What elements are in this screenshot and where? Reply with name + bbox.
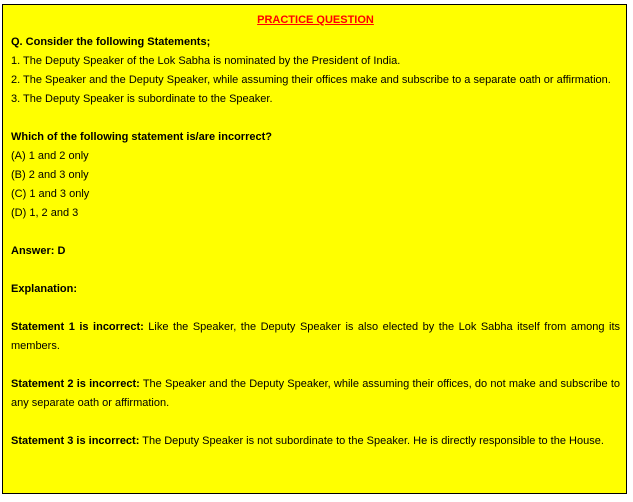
spacer (11, 261, 620, 280)
spacer (11, 223, 620, 242)
explanation-heading: Explanation: (11, 283, 78, 295)
explanation-item-2 (11, 375, 620, 413)
statement-1: 1. The Deputy Speaker of the Lok Sabha is nominated by the President of India. (11, 55, 401, 67)
spacer (11, 299, 620, 318)
explanation-label-3: Statement 3 is incorrect: (11, 435, 140, 447)
answer: Answer: D (11, 245, 66, 257)
option-d: (D) 1, 2 and 3 (11, 207, 79, 219)
spacer (11, 356, 620, 375)
explanation-text-1: Like the Speaker, the Deputy Speaker is also elected by the Lok Sabha itself from among its members. (11, 321, 620, 352)
practice-question-box (2, 4, 627, 494)
page-title: PRACTICE QUESTION (257, 14, 374, 26)
option-c: (C) 1 and 3 only (11, 188, 90, 200)
question-heading: Q. Consider the following Statements; (11, 36, 211, 48)
explanation-text-3: The Deputy Speaker is not subordinate to the Speaker. He is directly responsible to the House. (139, 435, 604, 447)
explanation-text-2: The Speaker and the Deputy Speaker, while assuming their offices, do not make and subscribe to any separate oath or affirmation. (11, 378, 621, 409)
option-a: (A) 1 and 2 only (11, 150, 89, 162)
spacer (11, 413, 620, 432)
explanation-label-2: Statement 2 is incorrect: (11, 378, 140, 390)
explanation-item-1 (11, 318, 620, 356)
spacer (11, 109, 620, 128)
option-b: (B) 2 and 3 only (11, 169, 89, 181)
statement-2: 2. The Speaker and the Deputy Speaker, while assuming their offices make and subscribe to a separate oath or affirmation. (11, 74, 611, 86)
statement-3: 3. The Deputy Speaker is subordinate to the Speaker. (11, 93, 273, 105)
explanation-label-1: Statement 1 is incorrect: (11, 321, 144, 333)
explanation-item-3 (11, 432, 620, 451)
question-prompt: Which of the following statement is/are incorrect? (11, 131, 272, 143)
